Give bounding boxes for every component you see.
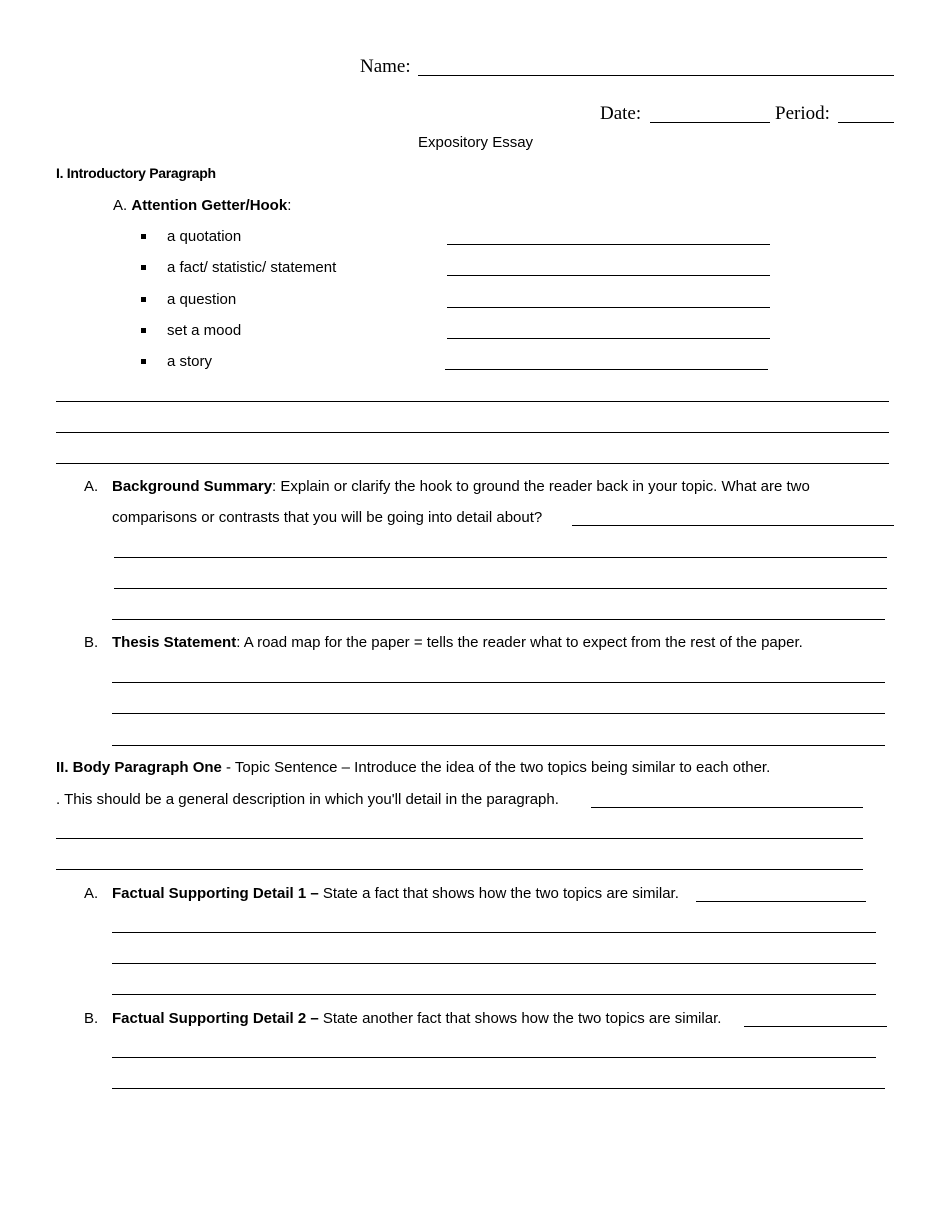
bullet-icon [141, 297, 146, 302]
background-summary-prompt: Background Summary: Explain or clarify the hook to ground the reader back in your topic. What are two [112, 478, 810, 495]
writing-line[interactable] [56, 463, 889, 464]
attention-getter-heading: A. Attention Getter/Hook: [113, 197, 292, 214]
date-label: Date: [600, 103, 642, 124]
writing-line[interactable] [112, 745, 885, 746]
hook-answer-line[interactable] [445, 369, 768, 370]
section-1-heading: I. Introductory Paragraph [56, 165, 216, 181]
period-line[interactable] [838, 122, 894, 123]
writing-line[interactable] [56, 869, 863, 870]
date-line[interactable] [650, 122, 770, 123]
hook-option-mood: set a mood [167, 322, 242, 339]
page-title: Expository Essay [418, 134, 534, 151]
bullet-icon [141, 359, 146, 364]
writing-line[interactable] [56, 401, 889, 402]
name-line[interactable] [418, 75, 894, 76]
hook-option-quotation: a quotation [167, 228, 242, 245]
detail-1-prompt: Factual Supporting Detail 1 – State a fact that shows how the two topics are similar. [112, 885, 679, 902]
detail-2-letter: B. [84, 1010, 99, 1027]
writing-line[interactable] [112, 713, 885, 714]
background-letter: A. [84, 478, 99, 495]
writing-line[interactable] [112, 932, 876, 933]
section-2-prompt-2: . This should be a general description in which you'll detail in the paragraph. [56, 791, 559, 808]
writing-line[interactable] [696, 901, 866, 902]
hook-option-question: a question [167, 291, 237, 308]
hook-answer-line[interactable] [447, 307, 770, 308]
name-label: Name: [360, 56, 411, 77]
writing-line[interactable] [114, 557, 887, 558]
writing-line[interactable] [591, 807, 863, 808]
hook-answer-line[interactable] [447, 244, 770, 245]
writing-line[interactable] [56, 838, 863, 839]
bullet-icon [141, 265, 146, 270]
detail-1-letter: A. [84, 885, 99, 902]
bullet-icon [141, 234, 146, 239]
detail-2-prompt: Factual Supporting Detail 2 – State another fact that shows how the two topics are similar. [112, 1010, 722, 1027]
writing-line[interactable] [112, 682, 885, 683]
writing-line[interactable] [56, 432, 889, 433]
writing-line[interactable] [112, 619, 885, 620]
writing-line[interactable] [572, 525, 894, 526]
writing-line[interactable] [112, 963, 876, 964]
hook-option-story: a story [167, 353, 213, 370]
writing-line[interactable] [112, 994, 876, 995]
hook-option-fact: a fact/ statistic/ statement [167, 259, 337, 276]
section-2-heading: II. Body Paragraph One - Topic Sentence – Introduce the idea of the two topics being similar to each other. [56, 759, 771, 776]
background-summary-prompt-2: comparisons or contrasts that you will be going into detail about? [112, 509, 543, 526]
writing-line[interactable] [114, 588, 887, 589]
hook-answer-line[interactable] [447, 275, 770, 276]
thesis-letter: B. [84, 634, 99, 651]
period-label: Period: [775, 103, 830, 124]
writing-line[interactable] [112, 1088, 885, 1089]
bullet-icon [141, 328, 146, 333]
writing-line[interactable] [744, 1026, 887, 1027]
writing-line[interactable] [112, 1057, 876, 1058]
hook-answer-line[interactable] [447, 338, 770, 339]
thesis-statement-prompt: Thesis Statement: A road map for the paper = tells the reader what to expect from the rest of the paper. [112, 634, 803, 651]
